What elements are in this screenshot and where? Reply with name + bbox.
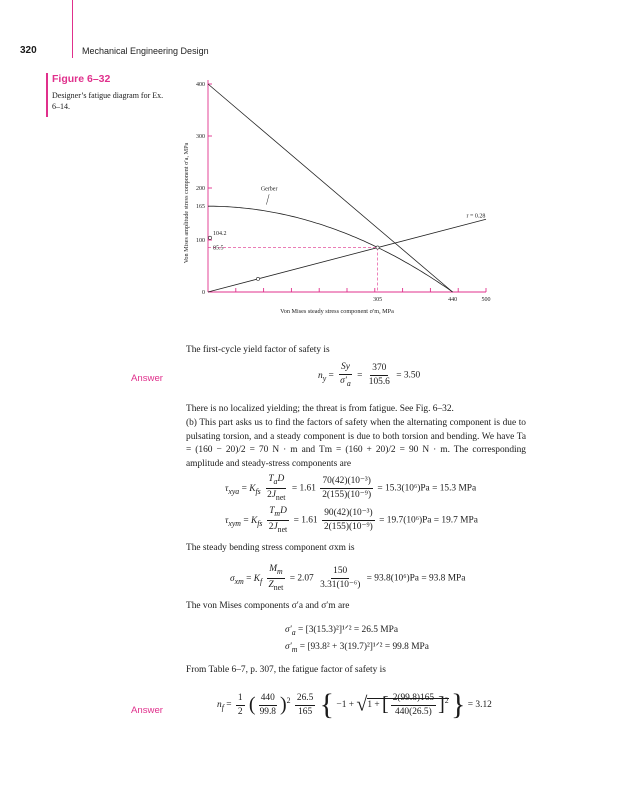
gerber-label: Gerber xyxy=(260,186,278,193)
x-tick-label: 500 xyxy=(481,297,491,303)
eq-yield-safety: $n_y$ = $\frac{Sy}{\sigma'_a}$ = $\frac{370}{105.6}$ = 3.50 xyxy=(318,362,421,388)
y-label-165: 165 xyxy=(196,204,205,211)
gerber-curve xyxy=(208,206,453,292)
eq-tau-xya: $\tau_{xya} = K_{fs}$ $\frac{T_aD}{2J_{net}}$ = 1.61 $\frac{\text{70(42)(10⁻³)}}{\text{2(155)(10⁻⁹)}}$ = 15.3(10⁶)Pa = 15.3 MPa xyxy=(225,474,477,502)
y-tick-label: 100 xyxy=(196,238,205,244)
eq-fatigue-safety: $n_f$ = $\frac{1}{2}$ ( $\frac{440}{99.8}$ )$^2$ $\frac{26.5}{165}$ { −1 + √1 + [ $\frac{2(99.8)165}{440(26.5)}$ ]$^2$ } = 3.12 xyxy=(217,688,492,721)
paragraph-4: The von Mises components σ′a and σ′m are xyxy=(186,601,350,611)
y-tick-label: 200 xyxy=(196,186,205,192)
ny-num-b: 370 xyxy=(370,363,388,376)
running-title: Mechanical Engineering Design xyxy=(82,46,209,56)
langer-line xyxy=(208,84,453,292)
top-rule xyxy=(72,0,73,58)
eq-sigma-m: $\sigma'_m = [93.8^2$ + 3(19.7)²]¹ᐟ² = 99.8 MPa xyxy=(285,642,429,654)
point-load xyxy=(256,277,259,280)
eq-tau-xym: $\tau_{xym} = K_{fs}$ $\frac{T_mD}{2J_{net}}$ = 1.61 $\frac{\text{90(42)(10⁻³)}}{\text{2(155)(10⁻⁹)}}$ = 19.7(10⁶)Pa = 19.7 MPa xyxy=(225,506,478,534)
answer-label-2: Answer xyxy=(131,705,163,716)
y-axis-label: Von Mises amplitude stress component σ′a, MPa xyxy=(183,142,190,264)
gerber-leader xyxy=(266,194,269,204)
paragraph-2a: There is no localized yielding; the threat is from fatigue. See Fig. 6–32. xyxy=(186,404,454,414)
eq-sigma-xm: $\sigma_{xm} = K_f$ $\frac{M_m}{Z_{net}}$ = 2.07 $\frac{150}{\text{3.31(10⁻⁶)}}$ = 93.8(10⁶)Pa = 93.8 MPa xyxy=(230,564,466,592)
figure-title: Figure 6–32 xyxy=(52,73,111,85)
x-tick-label: 440 xyxy=(448,297,458,303)
figure-bar xyxy=(46,73,48,117)
x-axis-label: Von Mises steady stress component σ′m, MPa xyxy=(280,308,394,315)
figure-caption: Designer’s fatigue diagram for Ex. 6–14. xyxy=(52,91,164,111)
load-line xyxy=(208,219,486,292)
point-104-2 xyxy=(208,236,211,239)
load-line-label: r = 0.28 xyxy=(466,213,486,220)
ny-num-a: Sy xyxy=(341,362,350,372)
paragraph-1: The first-cycle yield factor of safety is xyxy=(186,345,330,355)
paragraph-3: The steady bending stress component σxm is xyxy=(186,543,355,553)
eq-sigma-a: $\sigma'_a$ = [3(15.3)²]¹ᐟ² = 26.5 MPa xyxy=(285,625,399,637)
x-tick-label: 305 xyxy=(373,297,383,303)
ny-den-b: 105.6 xyxy=(368,376,390,387)
ny-result: = 3.50 xyxy=(396,370,421,381)
answer-label-1: Answer xyxy=(131,373,163,384)
paragraph-2b: (b) This part asks us to find the factors of safety when the alternating component is due to pulsating torsion, and a steady component is due to both torsion and bending. We have Ta = (160 − 20)/2 = 70 N · m and Tm = (160 + 20)/2 = 90 N · m. The corresponding amplitude and steady-stress components are xyxy=(186,418,526,469)
fatigue-diagram xyxy=(176,76,516,326)
y-tick-label: 0 xyxy=(202,290,205,296)
y-tick-label: 400 xyxy=(196,82,205,88)
page-number: 320 xyxy=(20,45,37,56)
paragraph-5: From Table 6–7, p. 307, the fatigue factor of safety is xyxy=(186,665,386,675)
chart-axes xyxy=(208,80,486,292)
y-label-104-2: 104.2 xyxy=(213,230,227,237)
y-label-85-5: 85.5 xyxy=(213,245,224,252)
point-intersection xyxy=(376,246,379,249)
y-tick-label: 300 xyxy=(196,134,205,140)
